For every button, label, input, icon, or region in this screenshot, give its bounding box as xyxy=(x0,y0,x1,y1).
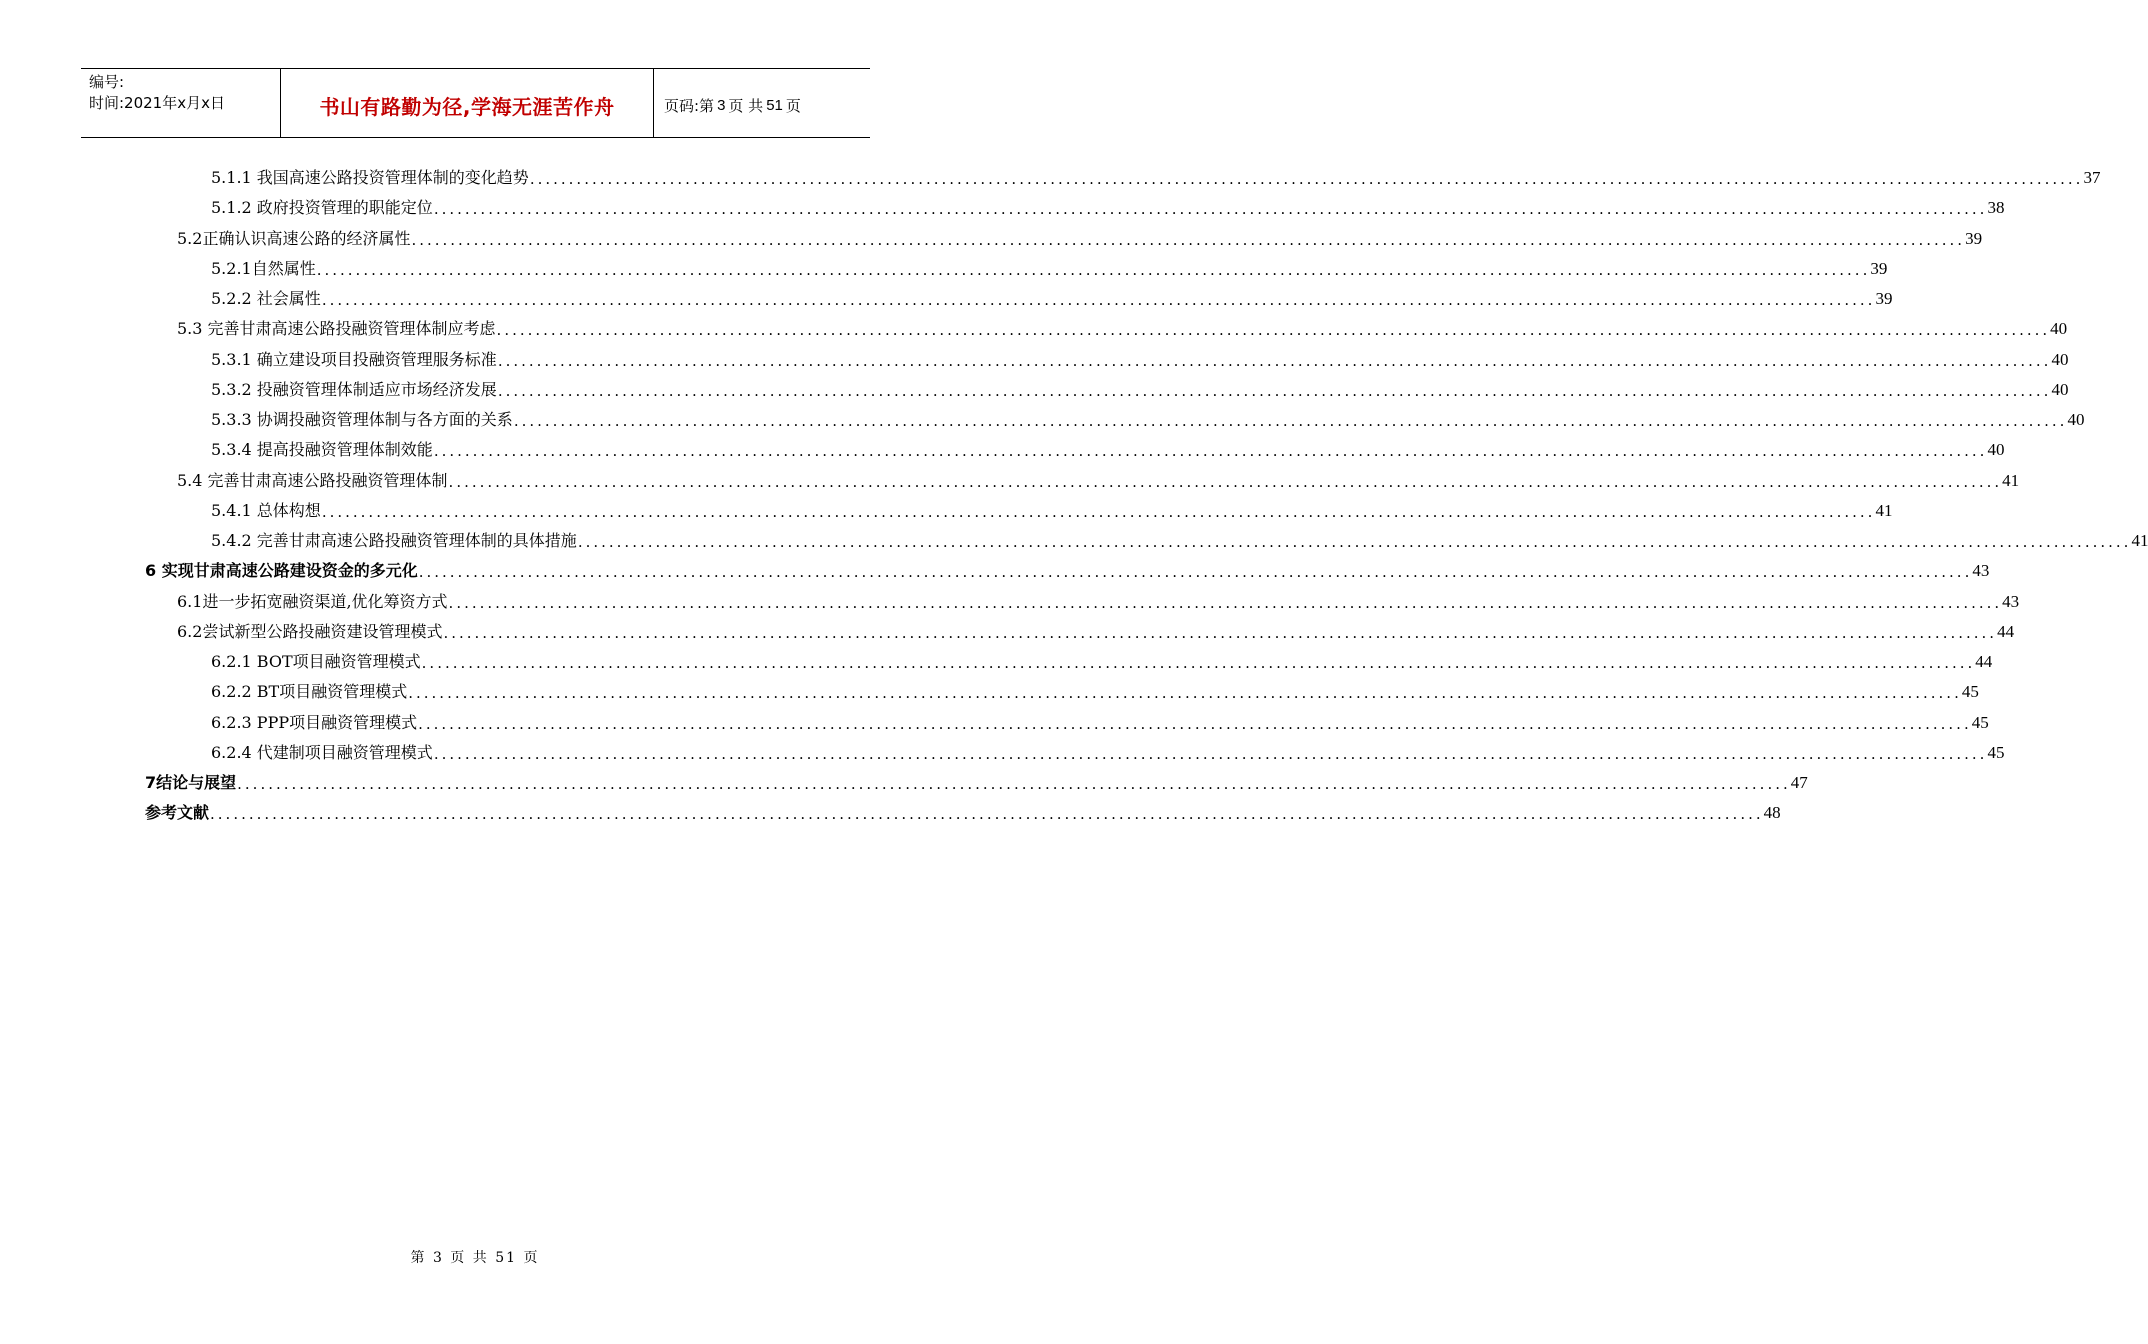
toc-entry-title: 6.2.3 PPP项目融资管理模式 xyxy=(211,712,418,732)
toc-entry-title: 5.3.3 协调投融资管理体制与各方面的关系 xyxy=(211,410,513,429)
toc-leader-dots: ........................................................................................................................................................................................................ xyxy=(577,533,2132,551)
toc-entry[interactable] xyxy=(177,219,1983,249)
document-time-label: 时间:2021年x月x日 xyxy=(89,94,225,112)
toc-entry[interactable] xyxy=(211,340,2069,370)
toc-entry-page: 40 xyxy=(2067,410,2085,429)
toc-entry[interactable] xyxy=(177,612,2015,642)
toc-entry[interactable] xyxy=(145,793,1781,824)
page-header xyxy=(81,68,870,138)
header-motto: 书山有路勤为径,学海无涯苦作舟 xyxy=(281,69,654,137)
toc-leader-dots: ........................................................................................................................................................................................................ xyxy=(448,593,2003,612)
toc-entry[interactable] xyxy=(211,733,2005,763)
toc-leader-dots: ........................................................................................................................................................................................................ xyxy=(433,200,1988,219)
document-number-label: 编号: xyxy=(89,73,125,91)
toc-entry[interactable] xyxy=(211,491,1893,521)
toc-entry-title: 5.1.1 我国高速公路投资管理体制的变化趋势 xyxy=(211,168,529,187)
toc-leader-dots: ........................................................................................................................................................................................................ xyxy=(497,351,2052,370)
toc-leader-dots: ........................................................................................................................................................................................................ xyxy=(316,260,1871,279)
toc-entry-page: 47 xyxy=(1790,773,1808,792)
toc-entry-title: 6.2尝试新型公路投融资建设管理模式 xyxy=(177,621,443,641)
toc-leader-dots: ........................................................................................................................................................................................................ xyxy=(321,291,1876,309)
header-meta xyxy=(81,69,281,137)
toc-entry[interactable] xyxy=(211,703,1989,733)
toc-entry-page: 44 xyxy=(1975,652,1993,671)
toc-entry-page: 39 xyxy=(1875,289,1893,308)
toc-entry[interactable] xyxy=(211,400,2085,430)
toc-entry-title: 6.2.2 BT项目融资管理模式 xyxy=(211,682,408,702)
toc-entry[interactable] xyxy=(211,188,2005,219)
page-total: 51 xyxy=(766,96,783,114)
toc-entry-page: 40 xyxy=(2050,319,2068,339)
toc-entry-page: 48 xyxy=(1763,803,1781,823)
toc-entry[interactable] xyxy=(211,249,1888,279)
toc-entry-page: 37 xyxy=(2083,168,2101,187)
page-prefix: 页码:第 xyxy=(664,96,715,115)
header-page-info xyxy=(654,69,870,137)
toc-leader-dots: ........................................................................................................................................................................................................ xyxy=(237,775,1791,793)
toc-entry-page: 39 xyxy=(1965,228,1983,248)
toc-leader-dots: ........................................................................................................................................................................................................ xyxy=(433,744,1988,763)
toc-leader-dots: ........................................................................................................................................................................................................ xyxy=(210,805,1764,824)
toc-entry-page: 44 xyxy=(1997,621,2015,641)
page-footer: 第 3 页 共 51 页 xyxy=(410,1250,540,1266)
toc-leader-dots: ........................................................................................................................................................................................................ xyxy=(411,230,1966,249)
toc-entry-title: 5.4 完善甘肃高速公路投融资管理体制 xyxy=(177,470,448,490)
toc-entry[interactable] xyxy=(145,763,1808,793)
toc-leader-dots: ........................................................................................................................................................................................................ xyxy=(418,714,1972,733)
toc-entry[interactable] xyxy=(211,158,2101,188)
toc-entry-page: 45 xyxy=(1971,712,1989,732)
toc-entry-title: 5.3.2 投融资管理体制适应市场经济发展 xyxy=(211,379,497,399)
toc-entry-page: 45 xyxy=(1961,682,1979,702)
toc-leader-dots: ........................................................................................................................................................................................................ xyxy=(529,170,2084,188)
toc-entry-page: 41 xyxy=(1875,500,1893,520)
toc-entry[interactable] xyxy=(211,672,1979,703)
toc-entry-page: 41 xyxy=(2002,470,2020,490)
toc-entry[interactable] xyxy=(177,582,2020,612)
toc-entry-title: 5.2正确认识高速公路的经济属性 xyxy=(177,228,411,248)
toc-entry-page: 40 xyxy=(2051,379,2069,399)
toc-leader-dots: ........................................................................................................................................................................................................ xyxy=(513,412,2068,430)
toc-entry[interactable] xyxy=(211,521,2148,551)
toc-entry-title: 5.3 完善甘肃高速公路投融资管理体制应考虑 xyxy=(177,319,496,339)
toc-entry[interactable] xyxy=(211,370,2069,400)
toc-leader-dots: ........................................................................................................................................................................................................ xyxy=(443,623,1998,642)
toc-entry[interactable] xyxy=(211,279,1893,309)
page-current: 3 xyxy=(717,96,726,114)
toc-entry-title: 6.1进一步拓宽融资渠道,优化筹资方式 xyxy=(177,591,448,611)
toc-leader-dots: ........................................................................................................................................................................................................ xyxy=(321,502,1876,521)
toc-entry-title: 5.2.2 社会属性 xyxy=(211,289,321,308)
toc-leader-dots: ........................................................................................................................................................................................................ xyxy=(497,381,2052,400)
toc-leader-dots: ........................................................................................................................................................................................................ xyxy=(448,472,2003,491)
page-middle: 页 共 xyxy=(728,96,764,115)
toc-entry-title: 5.2.1自然属性 xyxy=(211,258,316,278)
toc-entry-page: 38 xyxy=(1987,198,2005,218)
toc-entry-page: 39 xyxy=(1870,258,1888,278)
toc-leader-dots: ........................................................................................................................................................................................................ xyxy=(408,684,1962,703)
toc-entry-title: 5.3.4 提高投融资管理体制效能 xyxy=(211,440,433,460)
toc-entry-page: 40 xyxy=(2051,349,2069,369)
toc-entry-title: 6.2.1 BOT项目融资管理模式 xyxy=(211,652,421,671)
toc-entry-title: 6.2.4 代建制项目融资管理模式 xyxy=(211,742,433,762)
toc-entry-page: 43 xyxy=(1972,561,1990,581)
toc-entry-title: 5.4.1 总体构想 xyxy=(211,500,321,520)
toc-entry[interactable] xyxy=(211,642,1993,672)
toc-entry-title: 7结论与展望 xyxy=(145,773,237,792)
toc-entry-title: 5.3.1 确立建设项目投融资管理服务标准 xyxy=(211,349,497,369)
toc-entry-page: 45 xyxy=(1987,742,2005,762)
toc-entry[interactable] xyxy=(177,309,2068,340)
toc-entry-title: 5.1.2 政府投资管理的职能定位 xyxy=(211,198,433,218)
toc-leader-dots: ........................................................................................................................................................................................................ xyxy=(418,563,1973,582)
toc-entry-title: 6 实现甘肃高速公路建设资金的多元化 xyxy=(145,561,418,581)
page-suffix: 页 xyxy=(785,96,801,115)
toc-entry-page: 43 xyxy=(2002,591,2020,611)
toc-leader-dots: ........................................................................................................................................................................................................ xyxy=(496,321,2051,340)
toc-entry[interactable] xyxy=(145,551,1990,582)
toc-entry-title: 5.4.2 完善甘肃高速公路投融资管理体制的具体措施 xyxy=(211,531,577,550)
toc-entry-page: 40 xyxy=(1987,440,2005,460)
toc-entry-title: 参考文献 xyxy=(145,803,210,823)
toc-leader-dots: ........................................................................................................................................................................................................ xyxy=(433,442,1988,461)
toc-entry[interactable] xyxy=(211,430,2005,461)
toc-leader-dots: ........................................................................................................................................................................................................ xyxy=(421,654,1976,672)
toc-entry[interactable] xyxy=(177,461,2020,491)
toc-entry-page: 41 xyxy=(2131,531,2148,550)
